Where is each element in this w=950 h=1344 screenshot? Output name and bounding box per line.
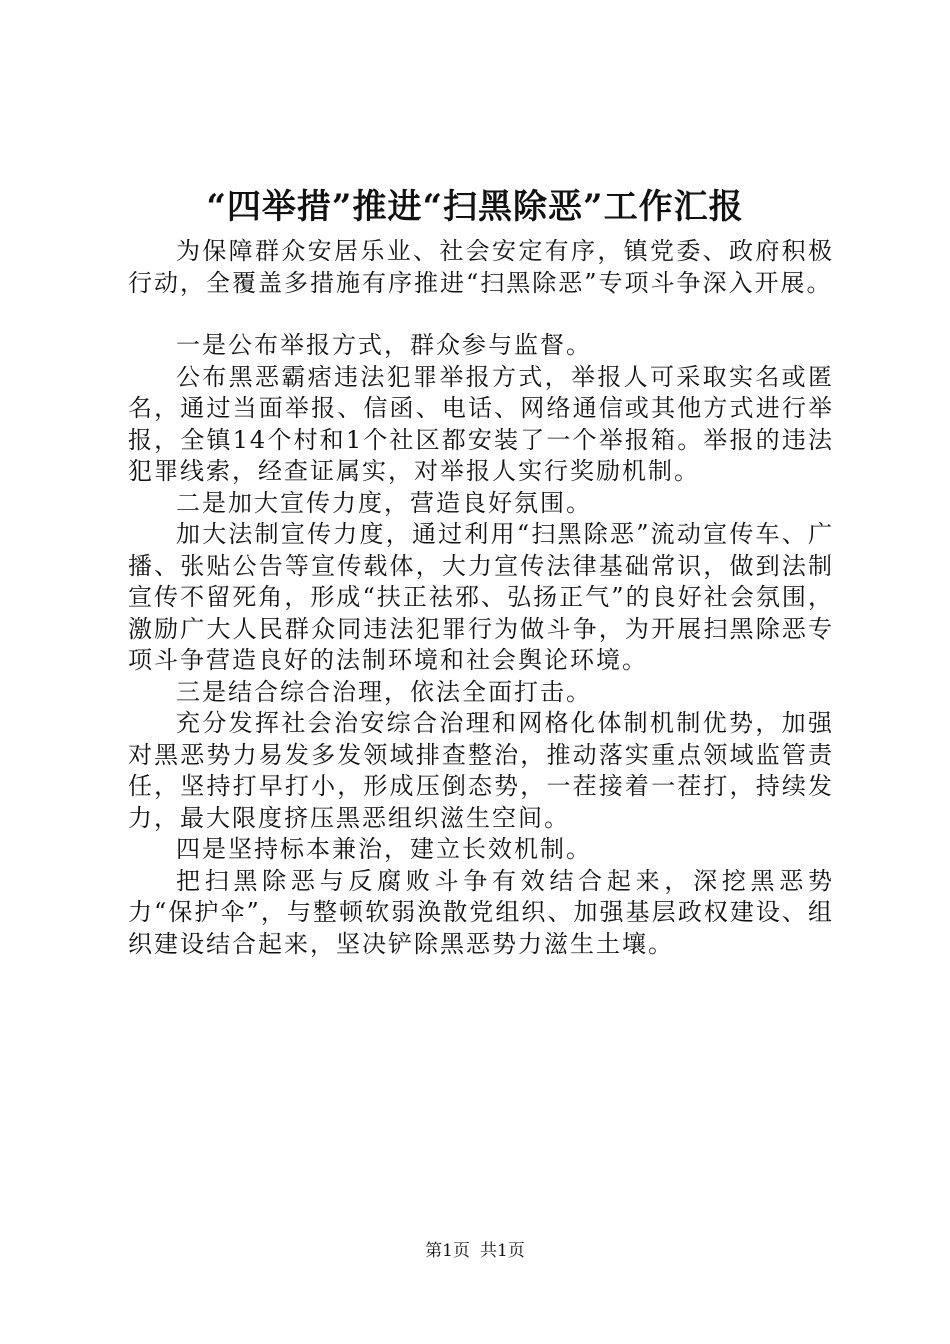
section-1-heading: 一是公布举报方式，群众参与监督。 [176,331,592,359]
section-1-text: 公布黑恶霸痞违法犯罪举报方式，举报人可采取实名或匿名，通过当面举报、信函、电话、网络通信或其他方式进行举报，全镇14个村和1个社区都安装了一个举报箱。举报的违法犯罪线索，经查证属实，对举报人实行奖励机制。 [128,362,834,485]
paragraph-spacer [128,299,834,330]
intro-paragraph: 为保障群众安居乐业、社会安定有序，镇党委、政府积极行动，全覆盖多措施有序推进“扫黑除恶”专项斗争深入开展。 [128,237,834,297]
document-body [128,236,834,960]
section-4-heading: 四是坚持标本兼治，建立长效机制。 [176,835,592,863]
page-footer [0,1239,950,1263]
page-total: 共1页 [480,1241,525,1261]
section-3-text: 充分发挥社会治安综合治理和网格化体制机制优势，加强对黑恶势力易发多发领域排查整治，推动落实重点领域监管责任，坚持打早打小，形成压倒态势，一茬接着一茬打，持续发力，最大限度挤压黑恶组织滋生空间。 [128,709,834,832]
section-3-heading: 三是结合综合治理，依法全面打击。 [176,677,592,706]
page-title: “四举措”推进“扫黑除恶”工作汇报 [206,187,744,227]
section-2-text: 加大法制宣传力度，通过利用“扫黑除恶”流动宣传车、广播、张贴公告等宣传载体，大力宣传法律基础常识，做到法制宣传不留死角，形成“扶正祛邪、弘扬正气”的良好社会氛围，激励广大人民群众同违法犯罪行为做斗争，为开展扫黑除恶专项斗争营造良好的法制环境和社会舆论环境。 [128,520,834,674]
section-2-heading: 二是加大宣传力度，营造良好氛围。 [176,488,592,517]
section-4-text: 把扫黑除恶与反腐败斗争有效结合起来，深挖黑恶势力“保护伞”，与整顿软弱涣散党组织、加强基层政权建设、组织建设结合起来，坚决铲除黑恶势力滋生土壤。 [128,866,834,958]
page-number: 第1页 [425,1241,470,1261]
